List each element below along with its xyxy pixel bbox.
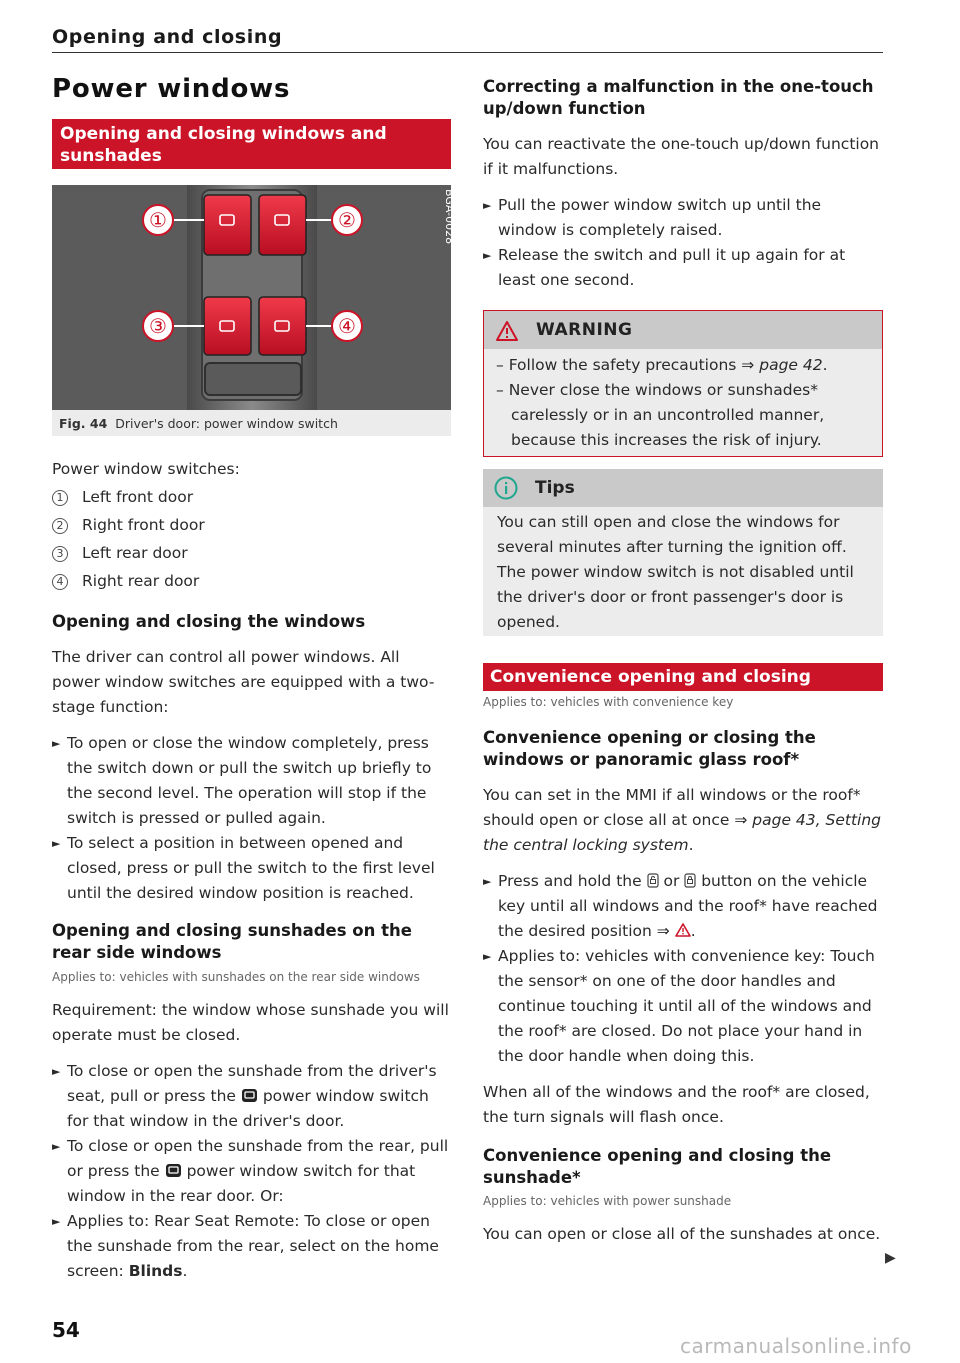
section-header: Opening and closing: [52, 26, 283, 48]
warning-item: – Follow the safety precautions ⇒ page 42.: [496, 356, 828, 374]
applies-note: Applies to: vehicles with convenience key: [483, 695, 734, 709]
link-arrow-icon: ⇒: [734, 811, 748, 829]
switch-left-rear: [204, 297, 251, 355]
list-item: ► Release the switch and pull it up again for at least one second.: [483, 246, 846, 289]
unlock-key-icon: [647, 873, 659, 888]
switch-illustration: [52, 185, 456, 410]
warning-title: WARNING: [536, 320, 633, 340]
callout-2: ②: [338, 208, 356, 232]
switch-intro: Power window switches:: [52, 460, 240, 478]
page-title: Power windows: [52, 74, 291, 104]
figure-code: BGA-0028: [443, 189, 456, 245]
list-item: 1 Left front door: [52, 485, 451, 510]
tips-text: You can still open and close the windows for several minutes after turning the ignition off. The power window switch is not disabled until the driver's door or front passenger's door is opened.: [497, 513, 854, 631]
switch-list: [52, 485, 451, 594]
warning-box: [483, 310, 883, 457]
list-item: ► To open or close the window completely, press the switch down or pull the switch up briefly to the second level. The operation will stop if the switch is pressed or pulled again.: [52, 734, 432, 827]
continue-arrow-icon: ▶: [885, 1250, 896, 1266]
applies-note: Applies to: vehicles with sunshades on the rear side windows: [52, 970, 420, 984]
list-item: ► To close or open the sunshade from the rear, pull or press the power window switch for that window in the rear door. Or:: [52, 1137, 449, 1205]
sunshade-switch-icon: [165, 1163, 182, 1178]
callout-1: ①: [149, 208, 167, 232]
list-item: ► Pull the power window switch up until the window is completely raised.: [483, 196, 822, 239]
sunshade-switch-icon: [241, 1088, 258, 1103]
list-item: ► Press and hold the or button on the vehicle key until all windows and the roof* have reached the desired position ⇒ .: [483, 872, 878, 940]
list-item: ► To select a position in between opened and closed, press or pull the switch to the first level until the desired window position is reached.: [52, 834, 435, 902]
header-divider: [52, 52, 883, 53]
tips-title: Tips: [535, 478, 575, 498]
switch-right-rear: [259, 297, 306, 355]
list-item: 4 Right rear door: [52, 569, 451, 594]
heading-sunshades: Opening and closing sunshades on the rear side windows: [52, 921, 412, 962]
sunshade-paragraph: You can open or close all of the sunshades at once.: [483, 1225, 881, 1243]
warning-header: [484, 311, 882, 349]
tips-box: [483, 469, 883, 636]
list-item: ► Applies to: vehicles with convenience key: Touch the sensor* on one of the door handles and continue touching it until all of the windows and the roof* are closed. Do not place your hand in the door handle when doing this.: [483, 947, 875, 1065]
warning-triangle-icon: [675, 923, 691, 937]
watermark: carmanualsonline.info: [680, 1334, 912, 1358]
info-icon: [494, 476, 518, 500]
page-number: 54: [52, 1318, 80, 1342]
convenience-paragraph: You can set in the MMI if all windows or the roof* should open or close all at once ⇒ page 43, Setting the central locking system.: [483, 786, 882, 854]
applies-note: Applies to: vehicles with power sunshade: [483, 1194, 732, 1208]
list-item: ► To close or open the sunshade from the driver's seat, pull or press the power window switch for that window in the driver's door.: [52, 1062, 437, 1130]
section-banner-windows: Opening and closing windows and sunshades: [52, 119, 451, 169]
list-item: 3 Left rear door: [52, 541, 451, 566]
warning-item: – Never close the windows or sunshades* carelessly or in an uncontrolled manner, because this increases the risk of injury.: [496, 381, 825, 449]
callout-3: ③: [149, 314, 167, 338]
page-link[interactable]: page 42: [759, 356, 823, 374]
figure-power-window-switch: [52, 185, 456, 410]
malfunction-paragraph: You can reactivate the one-touch up/down function if it malfunctions.: [483, 135, 880, 178]
section-banner-convenience: Convenience opening and closing: [483, 663, 883, 691]
windows-paragraph: The driver can control all power windows. All power window switches are equipped with a two-stage function:: [52, 648, 435, 716]
tips-header: [483, 469, 883, 507]
list-item: ► Applies to: Rear Seat Remote: To close or open the sunshade from the rear, select on the home screen: Blinds.: [52, 1212, 439, 1280]
callout-4: ④: [338, 314, 356, 338]
heading-windows: Opening and closing the windows: [52, 612, 366, 631]
link-arrow-icon: ⇒: [656, 922, 670, 940]
heading-malfunction: Correcting a malfunction in the one-touch up/down function: [483, 77, 874, 118]
link-arrow-icon: ⇒: [741, 356, 755, 374]
figure-caption: Fig. 44 Driver's door: power window switch: [52, 410, 451, 436]
flash-paragraph: When all of the windows and the roof* are closed, the turn signals will flash once.: [483, 1083, 870, 1126]
list-item: 2 Right front door: [52, 513, 451, 538]
heading-convenience-windows: Convenience opening or closing the windows or panoramic glass roof*: [483, 728, 816, 769]
page-link[interactable]: page 43, Setting the central locking system: [483, 811, 882, 854]
heading-convenience-sunshade: Convenience opening and closing the sunshade*: [483, 1146, 832, 1187]
sunshade-requirement: Requirement: the window whose sunshade you will operate must be closed.: [52, 1001, 449, 1044]
lock-key-icon: [684, 873, 696, 888]
warning-triangle-icon: [496, 321, 518, 341]
